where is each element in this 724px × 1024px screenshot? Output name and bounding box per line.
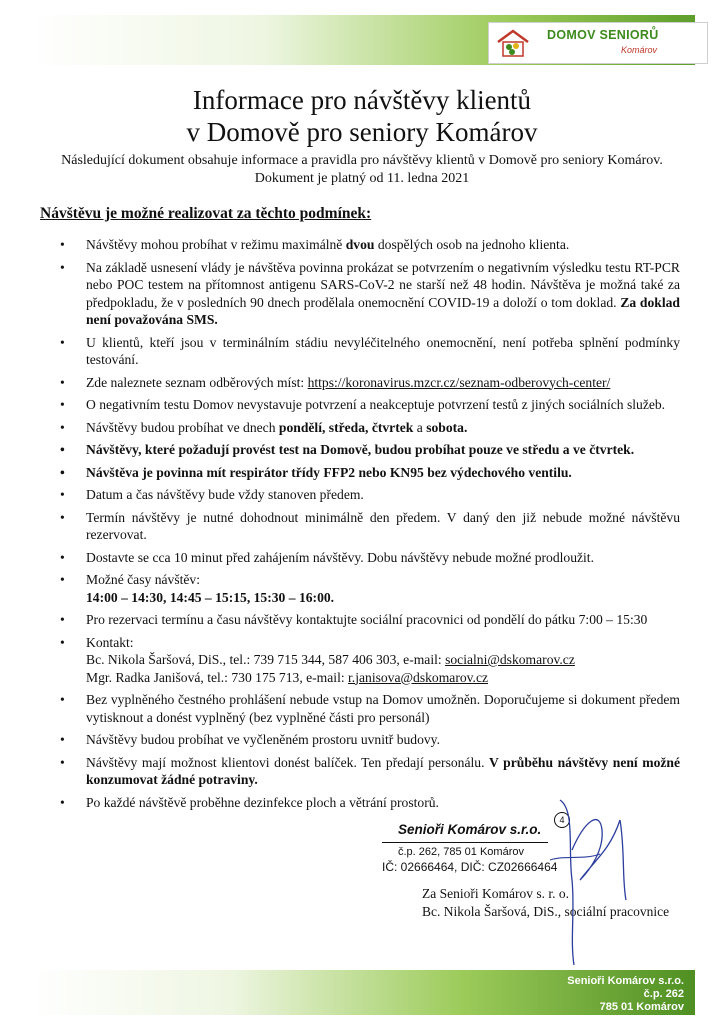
stamp-address: č.p. 262, 785 01 Komárov	[398, 846, 524, 858]
document-title-line-2: v Domově pro seniory Komárov	[186, 117, 538, 147]
intro-line-1: Následující dokument obsahuje informace a pravidla pro návštěvy klientů v Domově pro seniory Komárov.	[61, 153, 663, 168]
list-item: • Dostavte se cca 10 minut před zahájením návštěvy. Dobu návštěvy nebude možné prodloužit.	[60, 549, 680, 567]
list-item: • Návštěvy budou probíhat ve vyčleněném prostoru uvnitř budovy.	[60, 731, 680, 749]
stamp-divider	[382, 842, 548, 843]
footer-street: č.p. 262	[643, 988, 684, 1000]
testing-sites-link[interactable]: https://koronavirus.mzcr.cz/seznam-odberovych-center/	[307, 374, 611, 390]
list-item: • Zde naleznete seznam odběrových míst: https://koronavirus.mzcr.cz/seznam-odberovych-center/	[60, 374, 680, 392]
intro-line-2: Dokument je platný od 11. ledna 2021	[254, 171, 470, 186]
list-item: • Návštěvy, které požadují provést test na Domově, budou probíhat pouze ve středu a ve čtvrtek.	[60, 441, 680, 459]
signoff	[422, 885, 669, 920]
stamp-ids: IČ: 02666464, DIČ: CZ02666464	[382, 860, 558, 874]
list-item: • Pro rezervaci termínu a času návštěvy kontaktujte sociální pracovnici od pondělí do pátku 7:00 – 15:30	[60, 611, 680, 629]
list-item: • Termín návštěvy je nutné dohodnout minimálně den předem. V daný den již nebude možné návštěvu rezervovat.	[60, 509, 680, 544]
visit-times: 14:00 – 14:30, 14:45 – 15:15, 15:30 – 16:00.	[86, 589, 335, 605]
list-item: • U klientů, kteří jsou v terminálním stádiu nevyléčitelného onemocnění, není potřeba splnění podmínky testování.	[60, 334, 680, 369]
logo	[488, 22, 708, 64]
house-logo-icon	[495, 28, 531, 58]
logo-subtitle: Komárov	[621, 45, 658, 55]
footer-address	[567, 975, 684, 1014]
footer-company: Senioři Komárov s.r.o.	[567, 975, 684, 987]
list-item: • Bez vyplněného čestného prohlášení nebude vstup na Domov umožněn. Doporučujeme si dokument předem vytisknout a donést vyplněný (bez vyplněné části pro personál)	[60, 691, 680, 726]
signoff-line-1: Za Senioři Komárov s. r. o.	[422, 886, 569, 901]
document-title-line-1: Informace pro návštěvy klientů	[192, 85, 532, 115]
list-item: • O negativním testu Domov nevystavuje potvrzení a neakceptuje potvrzení testů z jiných sociálních služeb.	[60, 396, 680, 414]
signoff-line-2: Bc. Nikola Šaršová, DiS., sociální pracovnice	[422, 903, 670, 919]
list-item: • Návštěva je povinna mít respirátor třídy FFP2 nebo KN95 bez výdechového ventilu.	[60, 464, 680, 482]
list-item: • Datum a čas návštěvy bude vždy stanoven předem.	[60, 486, 680, 504]
footer-city: 785 01 Komárov	[599, 1001, 684, 1013]
list-item: • Možné časy návštěv: 14:00 – 14:30, 14:45 – 15:15, 15:30 – 16:00.	[60, 571, 680, 606]
rules-list	[60, 236, 680, 816]
email-link-socialni[interactable]: socialni@dskomarov.cz	[445, 652, 575, 667]
list-item: • Návštěvy budou probíhat ve dnech pondělí, středa, čtvrtek a sobota.	[60, 419, 680, 437]
logo-name: DOMOV SENIORŮ	[547, 28, 659, 42]
section-heading: Návštěvu je možné realizovat za těchto podmínek:	[40, 205, 372, 222]
list-item: • Kontakt: Bc. Nikola Šaršová, DiS., tel.: 739 715 344, 587 406 303, e-mail: socialni@dskomarov.cz Mgr. Radka Janišová, tel.: 730 175 713, e-mail: r.janisova@dskomarov.cz	[60, 634, 680, 687]
list-item: • Návštěvy mají možnost klientovi donést balíček. Ten předají personálu. V průběhu návštěvy není možné konzumovat žádné potraviny.	[60, 754, 680, 789]
handwritten-signature	[530, 790, 640, 970]
list-item: • Na základě usnesení vlády je návštěva povinna prokázat se potvrzením o negativním výsledku testu RT-PCR nebo POC testem na přítomnost antigenu SARS-CoV-2 ne starší než 48 hodin. Návštěva je možná také za předpokladu, že v posledních 90 dnech prodělala onemocnění COVID-19 a doloží o tom doklad. Za doklad není považována SMS.	[60, 259, 680, 329]
list-item: • Po každé návštěvě proběhne dezinfekce ploch a větrání prostorů.	[60, 794, 680, 812]
list-item: • Návštěvy mohou probíhat v režimu maximálně dvou dospělých osob na jednoho klienta.	[60, 236, 680, 254]
stamp-name: Senioři Komárov s.r.o.	[398, 822, 542, 837]
stamp-number: 4	[554, 812, 570, 828]
email-link-janisova[interactable]: r.janisova@dskomarov.cz	[348, 669, 489, 685]
